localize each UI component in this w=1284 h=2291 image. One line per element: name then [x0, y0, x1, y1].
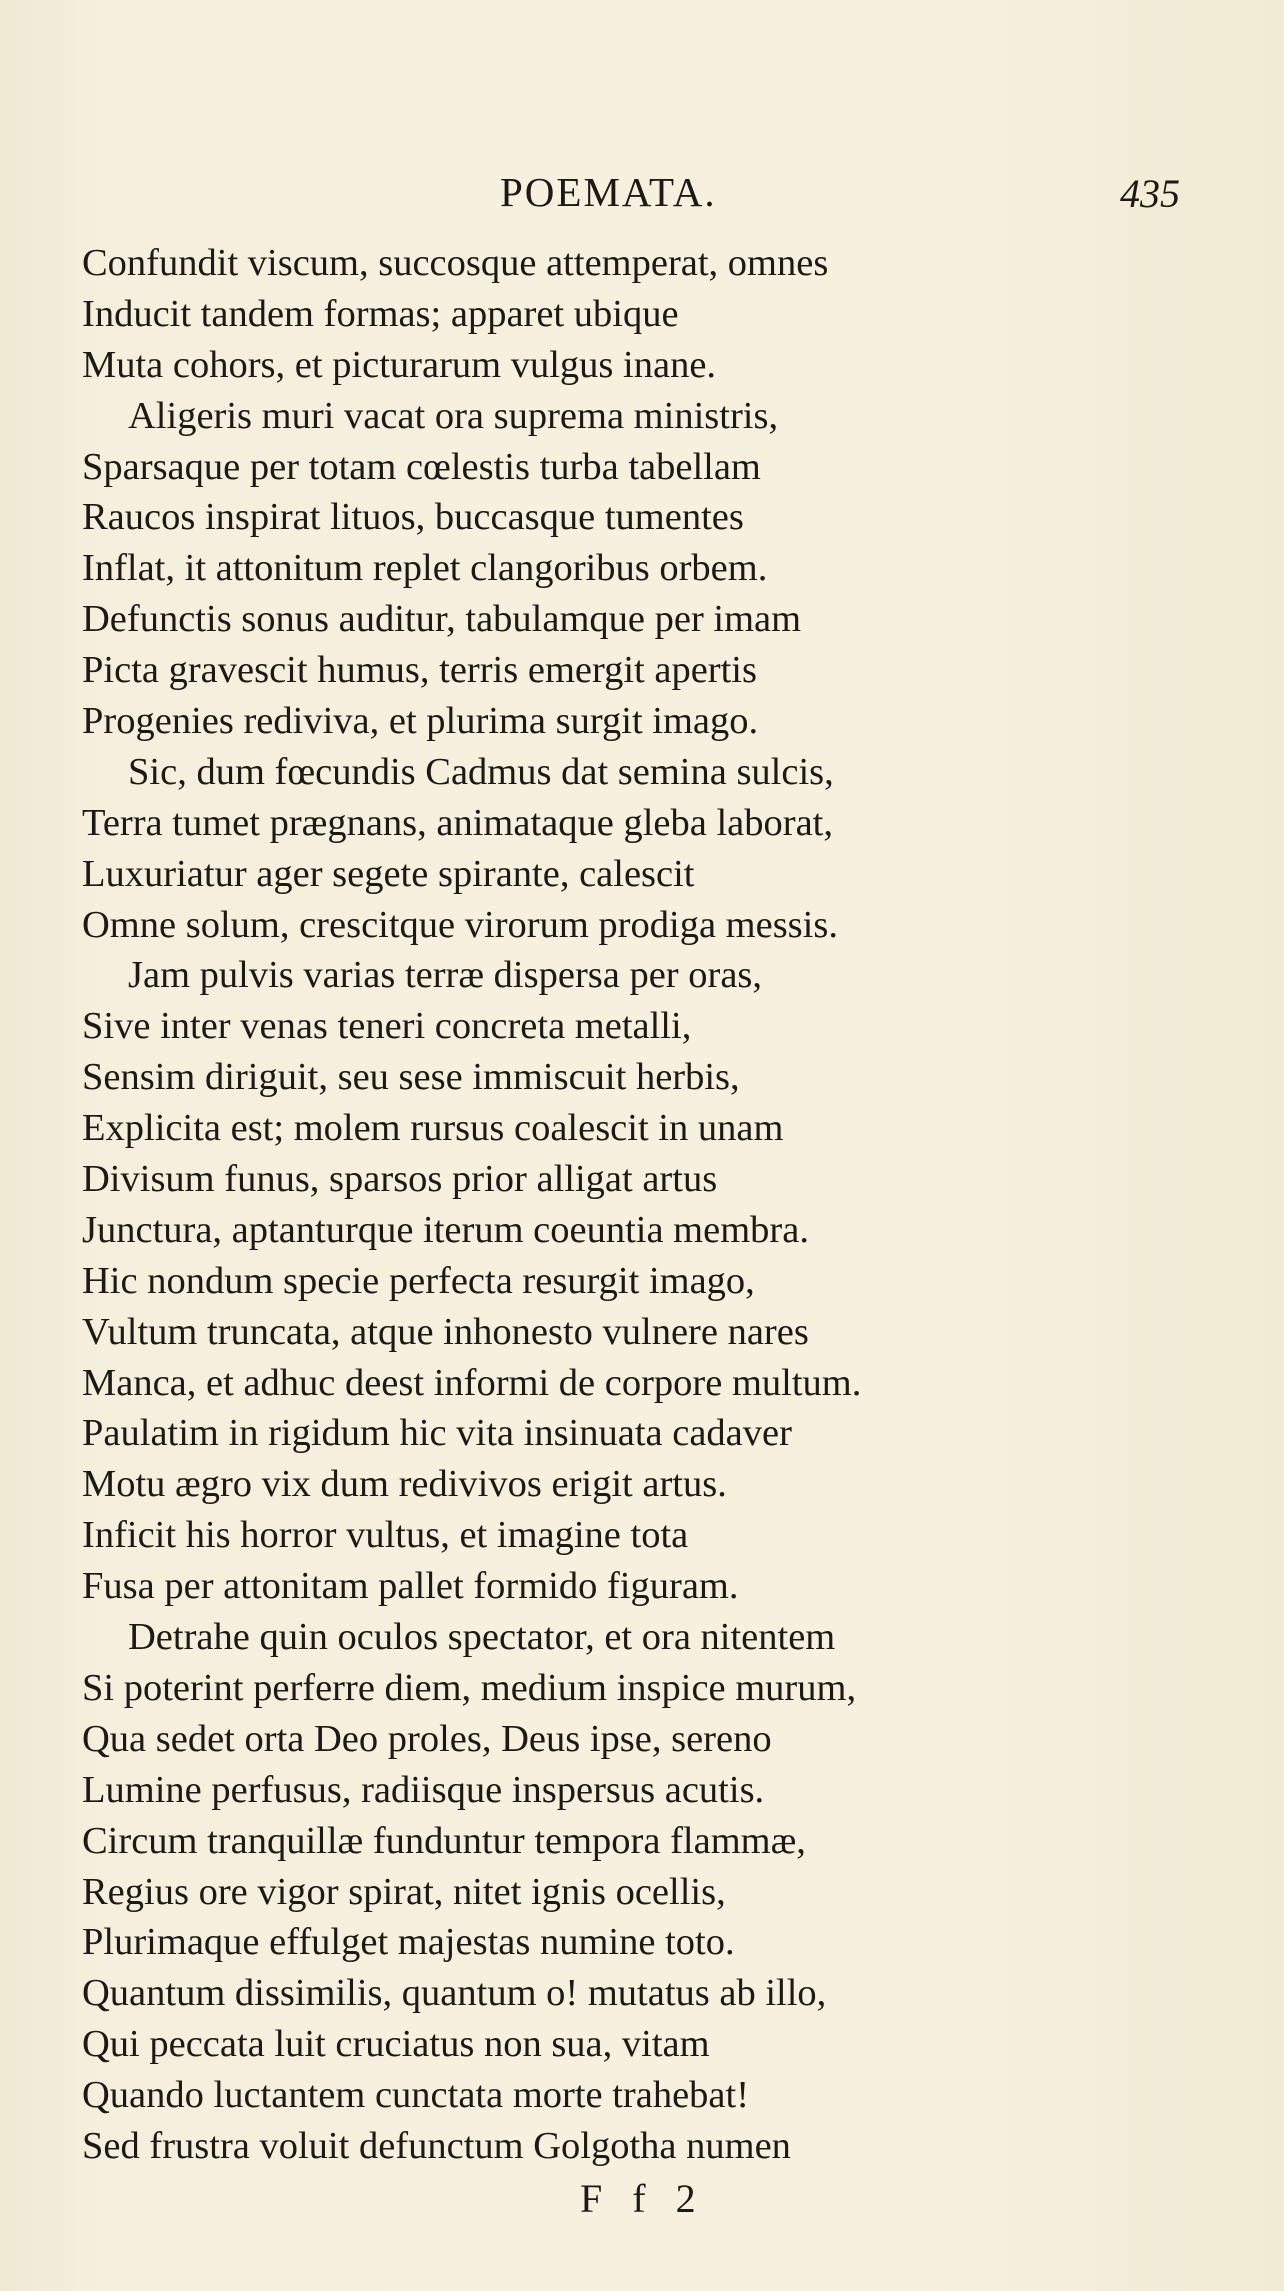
poem-line: Confundit viscum, succosque attemperat, omnes [82, 242, 829, 284]
poem-line: Qua sedet orta Deo proles, Deus ipse, sereno [82, 1717, 772, 1760]
poem-line: Circum tranquillæ funduntur tempora flammæ, [82, 1819, 806, 1862]
poem-line: Hic nondum specie perfecta resurgit imago, [82, 1259, 755, 1302]
poem-line: Vultum truncata, atque inhonesto vulnere nares [82, 1310, 809, 1353]
poem-line: Manca, et adhuc deest informi de corpore multum. [82, 1361, 862, 1404]
poem-line: Muta cohors, et picturarum vulgus inane. [82, 343, 717, 386]
poem-line: Inficit his horror vultus, et imagine tota [82, 1514, 689, 1557]
poem-line: Picta gravescit humus, terris emergit apertis [82, 649, 757, 692]
poem-line: Motu ægro vix dum redivivos erigit artus. [82, 1463, 727, 1506]
running-head [0, 168, 1284, 218]
poem-line: Progenies rediviva, et plurima surgit imago. [82, 700, 759, 743]
poem-line: Fusa per attonitam pallet formido figuram. [82, 1565, 739, 1608]
poem-line: Detrahe quin oculos spectator, et ora nitentem [128, 1616, 836, 1659]
poem-text [82, 238, 1222, 2172]
poem-line: Sparsaque per totam cœlestis turba tabellam [82, 445, 761, 488]
poem-line: Jam pulvis varias terræ dispersa per oras, [128, 954, 763, 997]
poem-line: Luxuriatur ager segete spirante, calescit [82, 852, 695, 895]
poem-line: Regius ore vigor spirat, nitet ignis ocellis, [82, 1870, 726, 1913]
poem-line: Inducit tandem formas; apparet ubique [82, 292, 679, 335]
poem-line: Sensim diriguit, seu sese immiscuit herbis, [82, 1056, 740, 1099]
poem-line: Lumine perfusus, radiisque inspersus acutis. [82, 1768, 765, 1811]
poem-line: Quando luctantem cunctata morte trahebat! [82, 2074, 750, 2117]
signature-mark: F f 2 [580, 2176, 706, 2221]
poem-line: Aligeris muri vacat ora suprema ministris, [128, 394, 779, 437]
poem-line: Sic, dum fœcundis Cadmus dat semina sulcis, [128, 750, 834, 793]
poem-line: Junctura, aptanturque iterum coeuntia membra. [82, 1208, 809, 1251]
poem-line: Omne solum, crescitque virorum prodiga messis. [82, 903, 838, 946]
poem-line: Terra tumet prægnans, animataque gleba laborat, [82, 801, 833, 844]
poem-line: Sed frustra voluit defunctum Golgotha numen [82, 2124, 791, 2167]
poem-line: Quantum dissimilis, quantum o! mutatus ab illo, [82, 1972, 827, 2015]
page-number: 435 [1120, 171, 1180, 216]
poem-line: Si poterint perferre diem, medium inspice murum, [82, 1666, 857, 1709]
poem-line: Paulatim in rigidum hic vita insinuata cadaver [82, 1412, 792, 1455]
poem-line: Defunctis sonus auditur, tabulamque per imam [82, 598, 802, 641]
poem-line: Sive inter venas teneri concreta metalli, [82, 1005, 692, 1048]
poem-line: Raucos inspirat lituos, buccasque tumentes [82, 496, 744, 539]
poem-line: Qui peccata luit cruciatus non sua, vitam [82, 2023, 710, 2066]
poem-line: Inflat, it attonitum replet clangoribus orbem. [82, 547, 768, 590]
running-title: POEMATA. [500, 169, 717, 215]
poem-line: Divisum funus, sparsos prior alligat artus [82, 1158, 718, 1201]
poem-line: Plurimaque effulget majestas numine toto. [82, 1921, 735, 1964]
poem-line: Explicita est; molem rursus coalescit in unam [82, 1107, 784, 1150]
